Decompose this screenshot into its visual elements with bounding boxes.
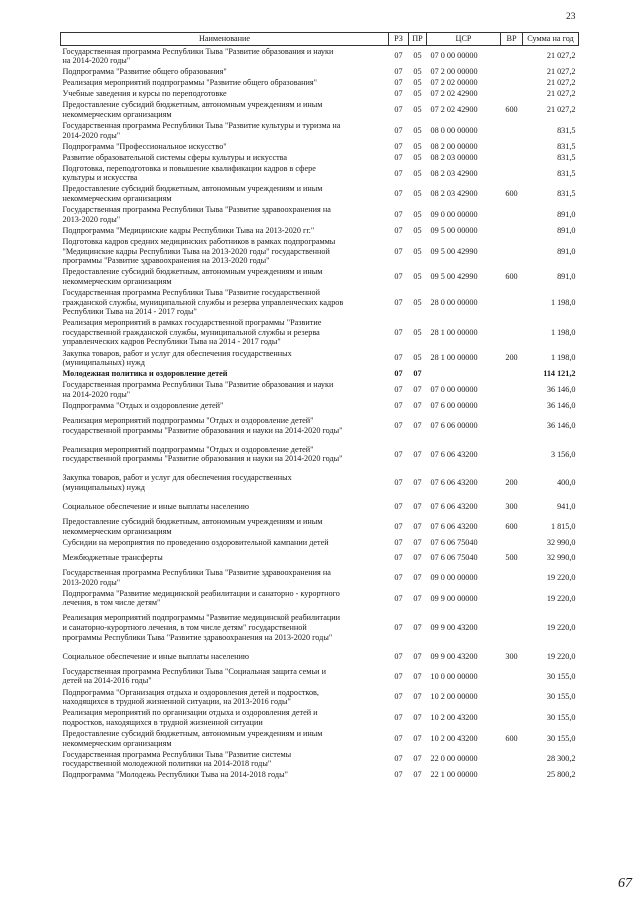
cell-pr: 07: [413, 770, 422, 780]
cell-pr: 07: [413, 400, 422, 410]
cell-name: Учебные заведения и курсы по переподготовке: [62, 89, 227, 99]
cell-vr: [501, 749, 523, 770]
table-row: [61, 770, 579, 781]
cell-sum: 21 027,2: [546, 105, 576, 115]
cell-pr: 05: [413, 297, 422, 307]
cell-name: Подпрограмма "Развитие общего образования": [62, 66, 227, 76]
cell-pr: 05: [413, 105, 422, 115]
cell-vr: 500: [505, 553, 518, 563]
cell-rz: 07: [394, 713, 403, 723]
cell-vr: [501, 77, 523, 88]
cell-vr: [501, 88, 523, 99]
cell-vr: 300: [505, 651, 518, 661]
cell-rz: 07: [394, 478, 403, 488]
cell-pr: 07: [413, 623, 422, 633]
cell-vr: [501, 609, 523, 647]
cell-vr: 600: [505, 272, 518, 282]
handwritten-page-number: 67: [618, 876, 632, 891]
cell-rz: 07: [394, 66, 403, 76]
table-row: [61, 380, 579, 401]
cell-sum: 3 156,0: [550, 449, 576, 459]
cell-vr: [501, 287, 523, 317]
table-row: [61, 236, 579, 266]
table-row: [61, 548, 579, 567]
cell-vr: [501, 163, 523, 184]
cell-csr: 09 5 00 00000: [430, 225, 478, 235]
cell-vr: 300: [505, 502, 518, 512]
header-sum: Сумма на год: [523, 33, 579, 46]
cell-csr: 08 2 03 42900: [430, 189, 478, 199]
cell-csr: 09 5 00 42990: [430, 272, 478, 282]
cell-rz: 07: [394, 692, 403, 702]
table-row: [61, 440, 579, 469]
cell-sum: 36 146,0: [546, 400, 576, 410]
cell-csr: 07 6 06 43200: [430, 522, 478, 532]
cell-csr: 07 2 00 00000: [430, 66, 478, 76]
cell-csr: 07 6 06 43200: [430, 478, 478, 488]
cell-sum: 21 027,2: [546, 89, 576, 99]
cell-sum: 941,0: [557, 502, 576, 512]
cell-csr: 08 2 03 00000: [430, 152, 478, 162]
cell-name: Предоставление субсидий бюджетным, автономным учреждениям и иным некоммерческим организациям: [62, 184, 323, 204]
cell-pr: 07: [413, 420, 422, 430]
cell-vr: [501, 567, 523, 588]
cell-sum: 30 155,0: [546, 671, 576, 681]
cell-name: Реализация мероприятий подпрограммы "Развитие медицинской реабилитации и санаторно-курортного лечения, в том числе детям" государственной программы Республики Тыва "Развитие здравоохранения на 2013-2020 годы": [62, 613, 340, 642]
cell-vr: [501, 204, 523, 225]
cell-rz: 07: [394, 152, 403, 162]
cell-vr: 200: [505, 478, 518, 488]
cell-rz: 07: [394, 51, 403, 61]
cell-name: Государственная программа Республики Тыва "Развитие системы государственной молодежной политики на 2014-2018 годы": [62, 749, 292, 769]
cell-pr: 07: [413, 713, 422, 723]
cell-sum: 1 198,0: [550, 297, 576, 307]
cell-name: Предоставление субсидий бюджетным, автономным учреждениям и иным некоммерческим организациям: [62, 267, 323, 286]
cell-name: Предоставление субсидий бюджетным, автономным учреждениям и иным некоммерческим организациям: [62, 517, 323, 536]
cell-name: Подпрограмма "Молодежь Республики Тыва на 2014-2018 годы": [62, 770, 288, 780]
cell-csr: 10 2 00 43200: [430, 713, 478, 723]
cell-pr: 07: [413, 692, 422, 702]
cell-rz: 07: [394, 572, 403, 582]
cell-pr: 07: [413, 651, 422, 661]
header-vr: ВР: [501, 33, 523, 46]
cell-name: Реализация мероприятий подпрограммы "Отдых и оздоровление детей" государственной программы "Развитие образования и науки на 2014-2020 годы": [62, 416, 343, 435]
cell-vr: [501, 440, 523, 469]
cell-sum: 19 220,0: [546, 623, 576, 633]
cell-pr: 07: [413, 522, 422, 532]
cell-csr: 10 0 00 00000: [430, 671, 478, 681]
budget-table: [60, 32, 579, 781]
table-row: [61, 184, 579, 205]
cell-vr: [501, 708, 523, 729]
table-row: [61, 469, 579, 498]
cell-csr: 09 5 00 42990: [430, 246, 478, 256]
cell-name: Социальное обеспечение и иные выплаты населению: [62, 502, 249, 512]
cell-pr: 07: [413, 593, 422, 603]
cell-pr: 07: [413, 385, 422, 395]
cell-name: Государственная программа Республики Тыва "Социальная защита семьи и детей на 2014-2016 годы": [62, 666, 326, 686]
cell-rz: 07: [394, 246, 403, 256]
cell-sum: 21 027,2: [546, 66, 576, 76]
cell-vr: [501, 368, 523, 379]
cell-pr: 05: [413, 246, 422, 256]
table-row: [61, 687, 579, 708]
cell-csr: 22 0 00 00000: [430, 754, 478, 764]
cell-pr: 05: [413, 141, 422, 151]
cell-vr: [501, 46, 523, 67]
cell-name: Государственная программа Республики Тыва "Развитие образования и науки на 2014-2020 годы": [62, 380, 334, 399]
cell-pr: 07: [413, 537, 422, 547]
table-row: [61, 141, 579, 152]
cell-csr: 28 1 00 00000: [430, 327, 478, 337]
cell-csr: 09 9 00 00000: [430, 593, 478, 603]
cell-csr: 08 2 00 00000: [430, 141, 478, 151]
table-row: [61, 516, 579, 537]
cell-csr: 07 6 06 00000: [430, 420, 478, 430]
cell-name: Закупка товаров, работ и услуг для обеспечения государственных (муниципальных) нужд: [62, 348, 292, 368]
table-row: [61, 348, 579, 369]
cell-pr: 05: [413, 125, 422, 135]
cell-sum: 19 220,0: [546, 651, 576, 661]
cell-sum: 891,0: [557, 209, 576, 219]
cell-csr: 28 0 00 00000: [430, 297, 478, 307]
cell-rz: 07: [394, 553, 403, 563]
cell-name: Государственная программа Республики Тыва "Развитие здравоохранения на 2013-2020 годы": [62, 568, 331, 587]
table-row: [61, 66, 579, 77]
cell-csr: 28 1 00 00000: [430, 353, 478, 363]
cell-sum: 30 155,0: [546, 733, 576, 743]
cell-rz: 07: [394, 168, 403, 178]
cell-csr: 07 2 02 00000: [430, 78, 478, 88]
cell-csr: 09 9 00 43200: [430, 651, 478, 661]
cell-csr: 07 6 06 43200: [430, 449, 478, 459]
table-row: [61, 266, 579, 287]
cell-rz: 07: [394, 78, 403, 88]
cell-rz: 07: [394, 400, 403, 410]
cell-rz: 07: [394, 651, 403, 661]
cell-sum: 831,5: [557, 125, 576, 135]
cell-rz: 07: [394, 385, 403, 395]
cell-sum: 400,0: [557, 478, 576, 488]
cell-name: Государственная программа Республики Тыва "Развитие образования и науки на 2014-2020 годы": [62, 46, 334, 66]
cell-sum: 36 146,0: [546, 420, 576, 430]
cell-sum: 19 220,0: [546, 572, 576, 582]
table-row: [61, 204, 579, 225]
cell-rz: 07: [394, 89, 403, 99]
cell-name: Подпрограмма "Профессиональное искусство": [62, 141, 227, 151]
cell-rz: 07: [394, 770, 403, 780]
cell-vr: [501, 66, 523, 77]
table-row: [61, 749, 579, 770]
cell-rz: 07: [394, 272, 403, 282]
header-pr: ПР: [409, 33, 427, 46]
cell-sum: 831,5: [557, 189, 576, 199]
table-row: [61, 708, 579, 729]
cell-name: Подготовка кадров средних медицинских работников в рамках подпрограммы "Медицинские кадры Республики Тыва на 2013-2020 годы" государственной программы "Развитие здравоохранения на 2013-2020 годы": [62, 236, 336, 266]
cell-rz: 07: [394, 593, 403, 603]
cell-pr: 05: [413, 272, 422, 282]
cell-vr: [501, 770, 523, 781]
table-body: [61, 46, 579, 781]
cell-name: Подготовка, переподготовка и повышение квалификации кадров в сфере культуры и искусства: [62, 163, 316, 183]
table-row: [61, 163, 579, 184]
cell-vr: [501, 152, 523, 163]
header-name: Наименование: [61, 33, 389, 46]
cell-rz: 07: [394, 449, 403, 459]
cell-name: Субсидии на мероприятия по проведению оздоровительной кампании детей: [62, 537, 329, 547]
table-row: [61, 152, 579, 163]
cell-name: Государственная программа Республики Тыва "Развитие культуры и туризма на 2014-2020 годы": [62, 120, 341, 140]
cell-name: Социальное обеспечение и иные выплаты населению: [62, 651, 249, 661]
table-row: [61, 497, 579, 516]
cell-sum: 114 121,2: [543, 369, 576, 379]
cell-pr: 05: [413, 327, 422, 337]
table-row: [61, 120, 579, 141]
table-row: [61, 588, 579, 609]
cell-sum: 1 198,0: [550, 353, 576, 363]
cell-sum: 32 990,0: [546, 553, 576, 563]
cell-rz: 07: [394, 141, 403, 151]
cell-pr: 05: [413, 209, 422, 219]
cell-rz: 07: [394, 125, 403, 135]
cell-vr: [501, 225, 523, 236]
cell-sum: 21 027,2: [546, 51, 576, 61]
cell-pr: 05: [413, 168, 422, 178]
cell-vr: [501, 411, 523, 440]
table-row: [61, 77, 579, 88]
cell-vr: [501, 120, 523, 141]
cell-pr: 07: [413, 478, 422, 488]
cell-name: Подпрограмма "Развитие медицинской реабилитации и санаторно - курортного лечения, в том числе детям": [62, 588, 340, 608]
cell-name: Подпрограмма "Организация отдыха и оздоровления детей и подростков, находящихся в трудной жизненной ситуации, на 2013-2016 годы": [62, 687, 319, 707]
cell-csr: 07 6 00 00000: [430, 400, 478, 410]
cell-pr: 05: [413, 66, 422, 76]
cell-rz: 07: [394, 537, 403, 547]
cell-pr: 07: [413, 502, 422, 512]
cell-vr: [501, 666, 523, 687]
cell-rz: 07: [394, 754, 403, 764]
table-row: [61, 666, 579, 687]
cell-sum: 831,5: [557, 168, 576, 178]
cell-csr: 09 0 00 00000: [430, 572, 478, 582]
cell-vr: 600: [505, 733, 518, 743]
cell-csr: 07 0 00 00000: [430, 385, 478, 395]
cell-rz: 07: [394, 502, 403, 512]
table-row: [61, 88, 579, 99]
cell-vr: [501, 537, 523, 548]
cell-rz: 07: [394, 209, 403, 219]
cell-csr: 07 6 06 43200: [430, 502, 478, 512]
cell-sum: 30 155,0: [546, 692, 576, 702]
cell-pr: 07: [413, 553, 422, 563]
table-row: [61, 225, 579, 236]
cell-name: Подпрограмма "Отдых и оздоровление детей": [62, 400, 224, 410]
cell-rz: 07: [394, 327, 403, 337]
table-row: [61, 647, 579, 666]
cell-pr: 07: [413, 671, 422, 681]
cell-sum: 831,5: [557, 152, 576, 162]
cell-rz: 07: [394, 671, 403, 681]
cell-csr: 08 0 00 00000: [430, 125, 478, 135]
cell-pr: 05: [413, 78, 422, 88]
table-row: [61, 287, 579, 317]
cell-vr: [501, 400, 523, 411]
cell-csr: 07 2 02 42900: [430, 105, 478, 115]
cell-name: Реализация мероприятий подпрограммы "Отдых и оздоровление детей" государственной программы "Развитие образования и науки на 2014-2020 годы": [62, 444, 343, 464]
cell-sum: 36 146,0: [546, 385, 576, 395]
cell-vr: [501, 317, 523, 347]
cell-pr: 05: [413, 225, 422, 235]
cell-pr: 05: [413, 89, 422, 99]
cell-csr: 07 2 02 42900: [430, 89, 478, 99]
table-row: [61, 400, 579, 411]
table-row: [61, 609, 579, 647]
cell-vr: [501, 141, 523, 152]
table-row: [61, 368, 579, 379]
cell-name: Межбюджетные трансферты: [62, 553, 163, 563]
cell-name: Подпрограмма "Медицинские кадры Республики Тыва на 2013-2020 гг.": [62, 225, 315, 235]
cell-rz: 07: [394, 105, 403, 115]
cell-rz: 07: [394, 522, 403, 532]
cell-csr: [427, 368, 501, 379]
cell-csr: 07 0 00 00000: [430, 51, 478, 61]
cell-pr: 05: [413, 51, 422, 61]
cell-sum: 891,0: [557, 225, 576, 235]
cell-sum: 30 155,0: [546, 713, 576, 723]
cell-name: Развитие образовательной системы сферы культуры и искусства: [62, 152, 288, 162]
cell-name: Государственная программа Республики Тыва "Развитие здравоохранения на 2013-2020 годы": [62, 205, 331, 224]
cell-vr: 600: [505, 189, 518, 199]
header-rz: РЗ: [389, 33, 409, 46]
cell-pr: 07: [413, 572, 422, 582]
table-row: [61, 537, 579, 548]
table-row: [61, 46, 579, 67]
page-number: 23: [566, 12, 576, 22]
cell-vr: 600: [505, 522, 518, 532]
cell-name: Предоставление субсидий бюджетным, автономным учреждениям и иным некоммерческим организациям: [62, 100, 323, 119]
cell-sum: 831,5: [557, 141, 576, 151]
cell-sum: 25 800,2: [546, 770, 576, 780]
cell-vr: [501, 236, 523, 266]
cell-vr: [501, 588, 523, 609]
cell-rz: 07: [394, 225, 403, 235]
header-csr: ЦСР: [427, 33, 501, 46]
cell-sum: 1 815,0: [550, 522, 576, 532]
cell-pr: 05: [413, 152, 422, 162]
cell-rz: 07: [394, 623, 403, 633]
cell-name: Реализация мероприятий по организации отдыха и оздоровления детей и подростков, находящихся в трудной жизненной ситуации: [62, 708, 318, 727]
cell-name: Предоставление субсидий бюджетным, автономным учреждениям и иным некоммерческим организациям: [62, 728, 323, 748]
cell-sum: 21 027,2: [546, 78, 576, 88]
cell-vr: [501, 687, 523, 708]
cell-pr: 05: [413, 189, 422, 199]
cell-csr: 08 2 03 42900: [430, 168, 478, 178]
cell-pr: 07: [413, 449, 422, 459]
cell-csr: 09 0 00 00000: [430, 209, 478, 219]
cell-rz: 07: [394, 733, 403, 743]
cell-csr: 10 2 00 43200: [430, 733, 478, 743]
table-row: [61, 567, 579, 588]
table-row: [61, 99, 579, 120]
cell-vr: [501, 380, 523, 401]
cell-csr: 10 2 00 00000: [430, 692, 478, 702]
cell-sum: 32 990,0: [546, 537, 576, 547]
cell-name: Реализация мероприятий подпрограммы "Развитие общего образования": [62, 78, 317, 88]
cell-name: Государственная программа Республики Тыва "Развитие государственной гражданской службы, муниципальной службы и резерва управленческих кадров Республики Тыва на 2014 - 2017 годы": [62, 287, 344, 317]
table-header: [61, 33, 579, 46]
cell-rz: 07: [394, 189, 403, 199]
cell-sum: 1 198,0: [550, 327, 576, 337]
cell-pr: 07: [413, 733, 422, 743]
cell-pr: 05: [413, 353, 422, 363]
cell-pr: 07: [413, 369, 422, 379]
table-row: [61, 317, 579, 347]
cell-rz: 07: [394, 420, 403, 430]
cell-name: Молодежная политика и оздоровление детей: [62, 369, 228, 379]
cell-sum: 19 220,0: [546, 593, 576, 603]
cell-csr: 22 1 00 00000: [430, 770, 478, 780]
cell-rz: 07: [394, 369, 403, 379]
cell-csr: 07 6 06 75040: [430, 553, 478, 563]
cell-csr: 07 6 06 75040: [430, 537, 478, 547]
cell-csr: 09 9 00 43200: [430, 623, 478, 633]
cell-sum: 891,0: [557, 272, 576, 282]
cell-pr: 07: [413, 754, 422, 764]
cell-name: Закупка товаров, работ и услуг для обеспечения государственных (муниципальных) нужд: [62, 473, 292, 493]
cell-name: Реализация мероприятий в рамках государственной программы "Развитие государственной гражданской службы, муниципальной службы и резерва управленческих кадров Республики Тыва на 2014 - 2017 годы": [62, 318, 322, 347]
cell-sum: 28 300,2: [546, 754, 576, 764]
cell-vr: 600: [505, 105, 518, 115]
table-row: [61, 411, 579, 440]
cell-rz: 07: [394, 353, 403, 363]
cell-sum: 891,0: [557, 246, 576, 256]
cell-rz: 07: [394, 297, 403, 307]
cell-vr: 200: [505, 353, 518, 363]
table-row: [61, 728, 579, 749]
